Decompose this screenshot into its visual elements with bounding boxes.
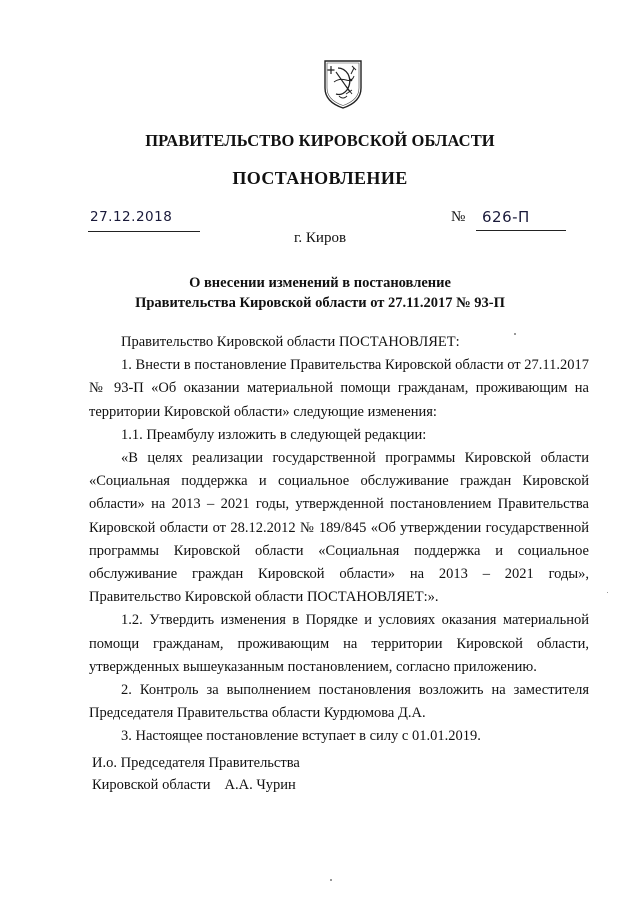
document-number: 626-П [476,208,566,231]
document-date: 27.12.2018 [88,209,200,232]
signatory-region: Кировской области [92,777,211,793]
document-subject [0,273,640,313]
subject-line: О внесении изменений в постановление [189,275,451,291]
body-paragraph: 1. Внести в постановление Правительства Кировской области от 27.11.2017 № 93-П «Об оказании материальной помощи гражданам, проживающим на территории Кировской области» следующие изменения: [89,357,589,420]
government-title: ПРАВИТЕЛЬСТВО КИРОВСКОЙ ОБЛАСТИ [145,131,495,150]
signatory-position: И.о. Председателя Правительства [92,755,300,771]
body-paragraph: 1.2. Утвердить изменения в Порядке и условиях оказания материальной помощи гражданам, проживающим на территории Кировской области, утвержденных вышеуказанным постановлением, согласно приложению. [89,612,589,675]
body-paragraph: Правительство Кировской области ПОСТАНОВЛЯЕТ: [121,334,460,350]
signature-block [92,752,300,796]
body-paragraph: 2. Контроль за выполнением постановления возложить на заместителя Председателя Правительства области Курдюмова Д.А. [89,682,589,722]
scan-speck [607,592,608,593]
body-paragraph: 1.1. Преамбулу изложить в следующей редакции: [121,426,427,443]
number-label: № [451,209,466,225]
scan-speck [514,333,516,335]
scan-speck [330,879,332,881]
kirov-coat-of-arms-icon [322,58,364,110]
body-paragraph: «В целях реализации государственной программы Кировской области «Социальная поддержка и социальное обслуживание граждан Кировской области» на 2013 – 2021 годы, утвержденной постановлением Правительства Кировской области от 28.12.2012 № 189/845 «Об утверждении государственной программы Кировской области «Социальная поддержка и социальное обслуживание граждан Кировской области» на 2013 – 2021 годы», Правительство Кировской области ПОСТАНОВЛЯЕТ:». [89,450,589,606]
subject-line: Правительства Кировской области от 27.11.2017 № 93-П [135,295,505,311]
signatory-row [92,774,300,796]
city-name: г. Киров [293,230,347,246]
body-paragraph: 3. Настоящее постановление вступает в силу с 01.01.2019. [121,728,481,745]
document-type: ПОСТАНОВЛЕНИЕ [232,168,408,188]
signatory-name: А.А. Чурин [224,777,296,793]
document-body [89,331,589,749]
